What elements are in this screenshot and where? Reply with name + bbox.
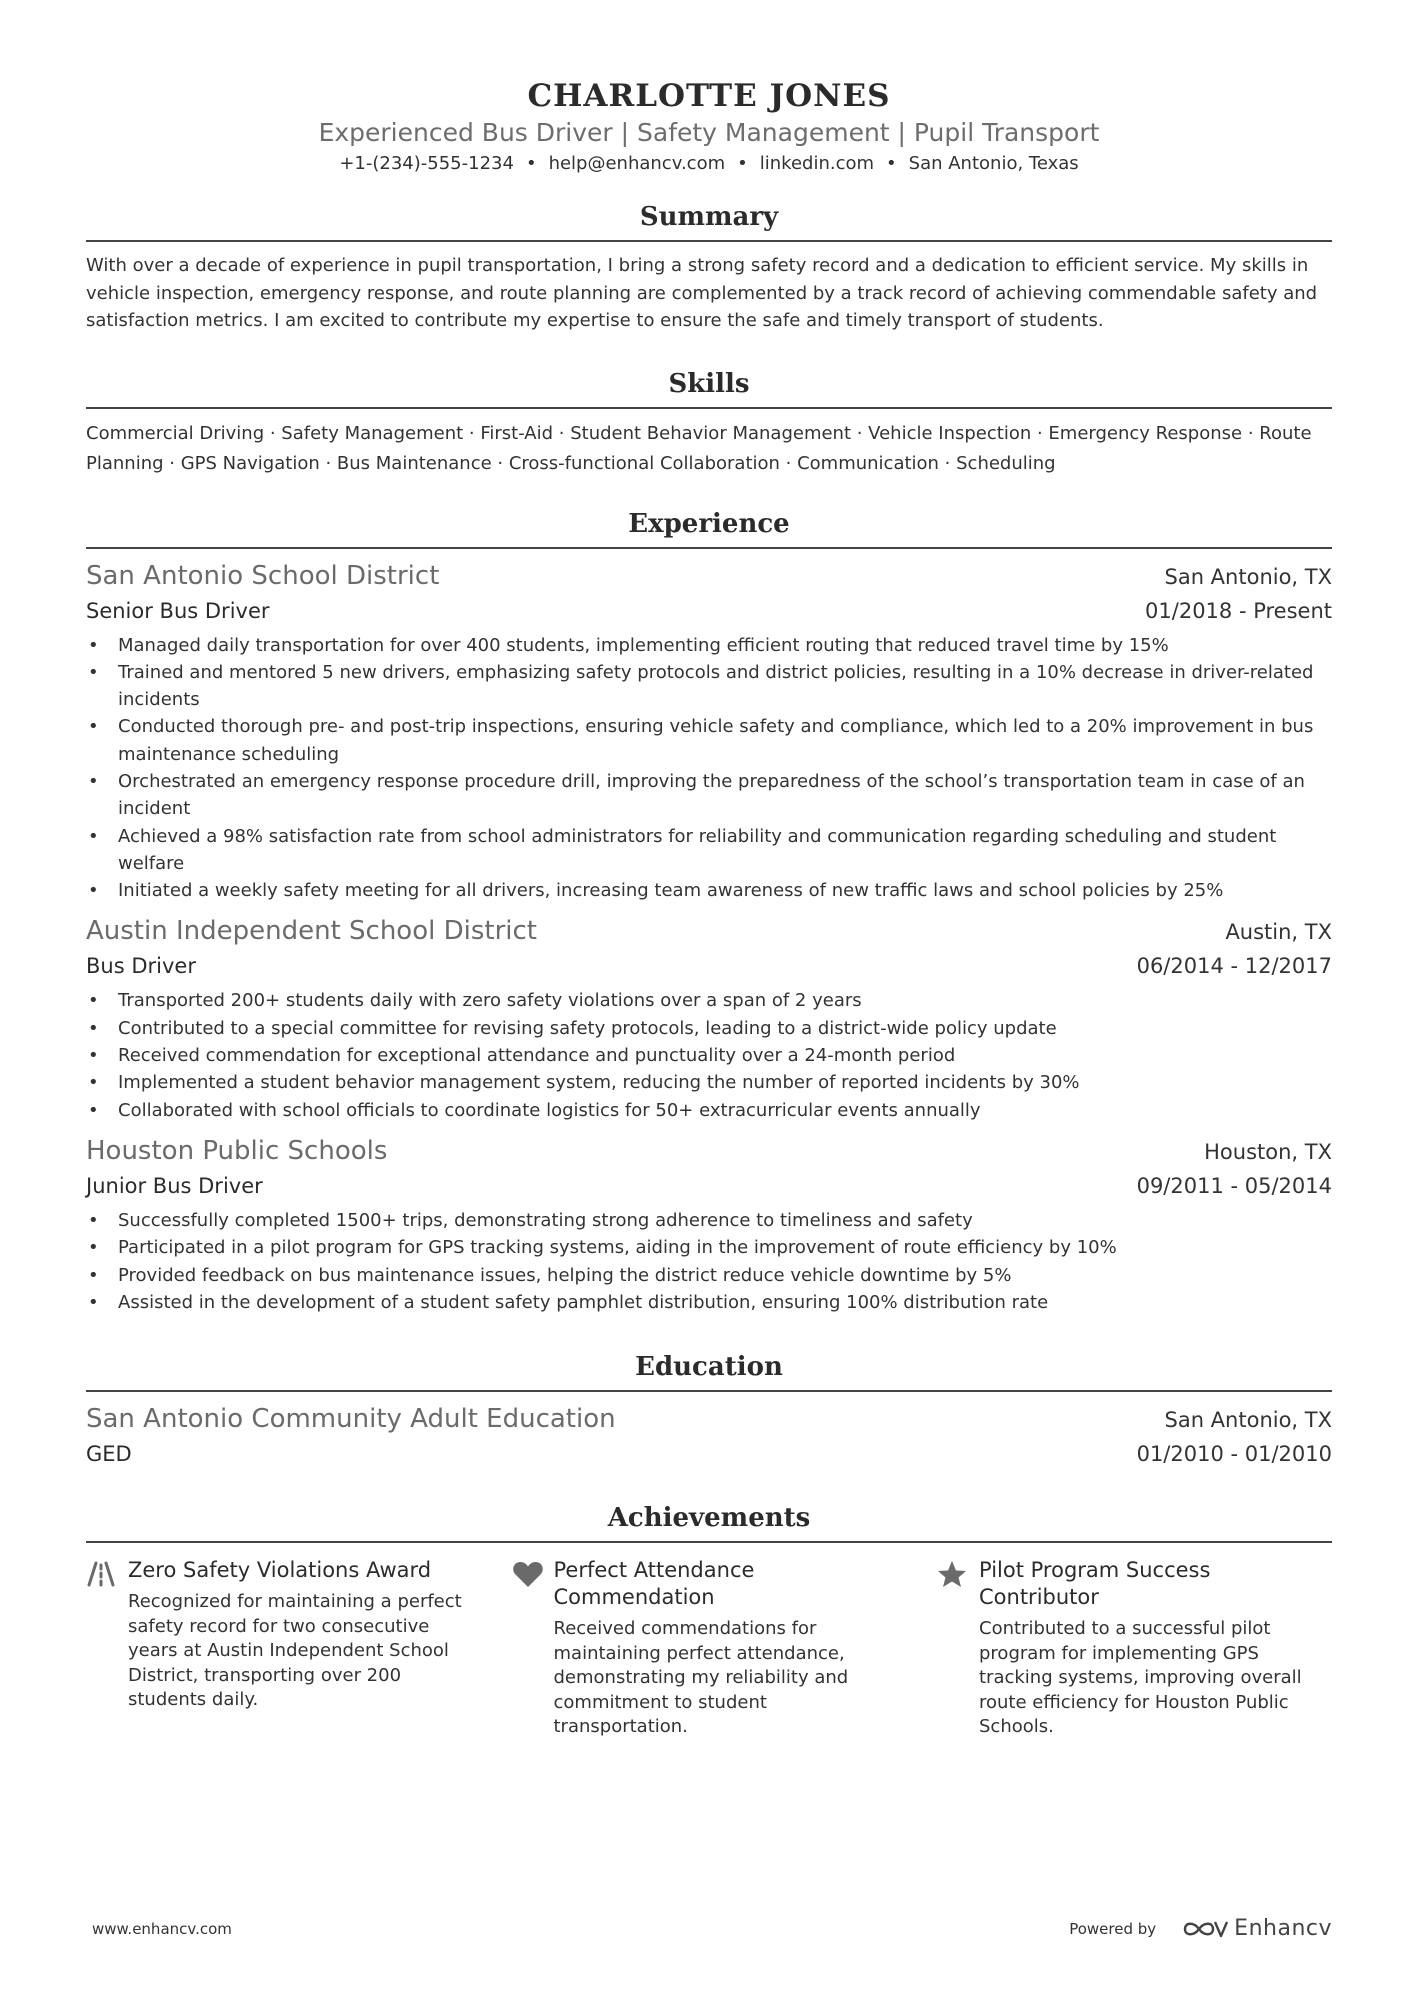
job-location: Austin, TX — [1225, 920, 1332, 945]
contact-email[interactable]: help@enhancv.com — [548, 153, 726, 174]
road-icon — [86, 1557, 128, 1740]
summary-section — [86, 200, 1332, 335]
job-location: Houston, TX — [1204, 1139, 1332, 1164]
job-company: Houston Public Schools — [86, 1135, 388, 1166]
list-item: • Provided feedback on bus maintenance issues, helping the district reduce vehicle downtime by 5% — [118, 1262, 1332, 1289]
list-item: • Achieved a 98% satisfaction rate from school administrators for reliability and communication regarding scheduling and student welfare — [118, 823, 1332, 878]
achievement-item — [86, 1557, 481, 1740]
job-dates: 01/2018 - Present — [1145, 598, 1332, 623]
job-bullets — [86, 632, 1332, 905]
list-item: • Orchestrated an emergency response procedure drill, improving the preparedness of the school’s transportation team in case of an incident — [118, 768, 1332, 823]
list-item: • Transported 200+ students daily with zero safety violations over a span of 2 years — [118, 987, 1332, 1014]
list-item: • Collaborated with school officials to coordinate logistics for 50+ extracurricular events annually — [118, 1097, 1332, 1124]
star-icon — [937, 1557, 979, 1740]
job-entry — [86, 1134, 1332, 1316]
contact-linkedin[interactable]: linkedin.com — [759, 153, 875, 174]
contact-phone[interactable]: +1-(234)-555-1234 — [339, 153, 514, 174]
enhancv-logo-icon — [1182, 1918, 1228, 1940]
achievement-title: Zero Safety Violations Award — [128, 1558, 432, 1583]
job-bullets — [86, 1207, 1332, 1316]
achievement-title: Perfect Attendance Commendation — [553, 1558, 755, 1610]
achievement-description: Contributed to a successful pilot program for implementing GPS tracking systems, improving overall route efficiency for Houston Public Schools. — [979, 1618, 1302, 1738]
list-item: • Assisted in the development of a student safety pamphlet distribution, ensuring 100% distribution rate — [118, 1289, 1332, 1316]
footer-url[interactable]: www.enhancv.com — [92, 1919, 232, 1938]
achievements-section — [86, 1501, 1332, 1740]
contact-location: San Antonio, Texas — [908, 153, 1079, 174]
page-footer — [92, 1916, 1332, 1941]
list-item: • Initiated a weekly safety meeting for all drivers, increasing team awareness of new traffic laws and school policies by 25% — [118, 877, 1332, 904]
section-title-achievements: Achievements — [86, 1501, 1332, 1543]
enhancv-brand[interactable]: Enhancv — [1234, 1916, 1332, 1941]
skills-list: Commercial Driving · Safety Management · First-Aid · Student Behavior Management · Vehicle Inspection · Emergency Response · Route Planning · GPS Navigation · Bus Maintenance · Cross-functional Collaboration · Communication · Scheduling — [86, 422, 1312, 474]
achievement-item — [937, 1557, 1332, 1740]
achievement-description: Recognized for maintaining a perfect safety record for two consecutive years at Austin Independent School District, transporting over 200 students daily. — [128, 1591, 462, 1711]
degree: GED — [86, 1442, 132, 1467]
job-title: Junior Bus Driver — [86, 1173, 263, 1198]
contact-separator: • — [886, 153, 897, 174]
school-name: San Antonio Community Adult Education — [86, 1404, 616, 1435]
resume-page — [86, 0, 1332, 1740]
skills-section — [86, 367, 1332, 479]
list-item: • Conducted thorough pre- and post-trip inspections, ensuring vehicle safety and compliance, which led to a 20% improvement in bus maintenance scheduling — [118, 713, 1332, 768]
education-section — [86, 1350, 1332, 1471]
resume-header — [86, 0, 1332, 178]
achievement-title: Pilot Program Success Contributor — [979, 1558, 1211, 1610]
summary-text: With over a decade of experience in pupil transportation, I bring a strong safety record and a dedication to efficient service. My skills in vehicle inspection, emergency response, and route planning are complemented by a track record of achieving commendable safety and satisfaction metrics. I am excited to contribute my expertise to ensure the safe and timely transport of students. — [86, 255, 1318, 331]
job-title: Senior Bus Driver — [86, 598, 270, 623]
list-item: • Managed daily transportation for over 400 students, implementing efficient routing that reduced travel time by 15% — [118, 632, 1332, 659]
section-title-summary: Summary — [86, 200, 1332, 242]
section-title-experience: Experience — [86, 507, 1332, 549]
job-company: San Antonio School District — [86, 560, 440, 591]
list-item: • Received commendation for exceptional attendance and punctuality over a 24-month period — [118, 1042, 1332, 1069]
list-item: • Contributed to a special committee for revising safety protocols, leading to a district-wide policy update — [118, 1015, 1332, 1042]
powered-by-label: Powered by — [1069, 1919, 1157, 1938]
job-dates: 09/2011 - 05/2014 — [1136, 1173, 1332, 1198]
achievement-item — [512, 1557, 907, 1740]
list-item: • Participated in a pilot program for GPS tracking systems, aiding in the improvement of route efficiency by 10% — [118, 1234, 1332, 1261]
job-bullets — [86, 987, 1332, 1123]
list-item: • Trained and mentored 5 new drivers, emphasizing safety protocols and district policies, resulting in a 10% decrease in driver-related incidents — [118, 659, 1332, 714]
school-location: San Antonio, TX — [1164, 1408, 1332, 1433]
candidate-name: CHARLOTTE JONES — [527, 78, 891, 114]
job-location: San Antonio, TX — [1164, 564, 1332, 589]
heart-icon — [512, 1557, 554, 1740]
job-company: Austin Independent School District — [86, 916, 538, 947]
job-entry — [86, 559, 1332, 905]
job-title: Bus Driver — [86, 954, 196, 979]
contact-separator: • — [737, 153, 748, 174]
section-title-education: Education — [86, 1350, 1332, 1392]
achievement-description: Received commendations for maintaining perfect attendance, demonstrating my reliability and commitment to student transportation. — [553, 1618, 849, 1738]
experience-section — [86, 507, 1332, 1317]
list-item: • Implemented a student behavior management system, reducing the number of reported incidents by 30% — [118, 1069, 1332, 1096]
list-item: • Successfully completed 1500+ trips, demonstrating strong adherence to timeliness and safety — [118, 1207, 1332, 1234]
contact-line — [86, 150, 1332, 178]
education-dates: 01/2010 - 01/2010 — [1136, 1442, 1332, 1467]
job-dates: 06/2014 - 12/2017 — [1136, 954, 1332, 979]
contact-separator: • — [525, 153, 537, 174]
candidate-tagline: Experienced Bus Driver | Safety Management | Pupil Transport — [318, 118, 1100, 147]
section-title-skills: Skills — [86, 367, 1332, 409]
powered-by — [1069, 1916, 1332, 1941]
job-entry — [86, 914, 1332, 1123]
